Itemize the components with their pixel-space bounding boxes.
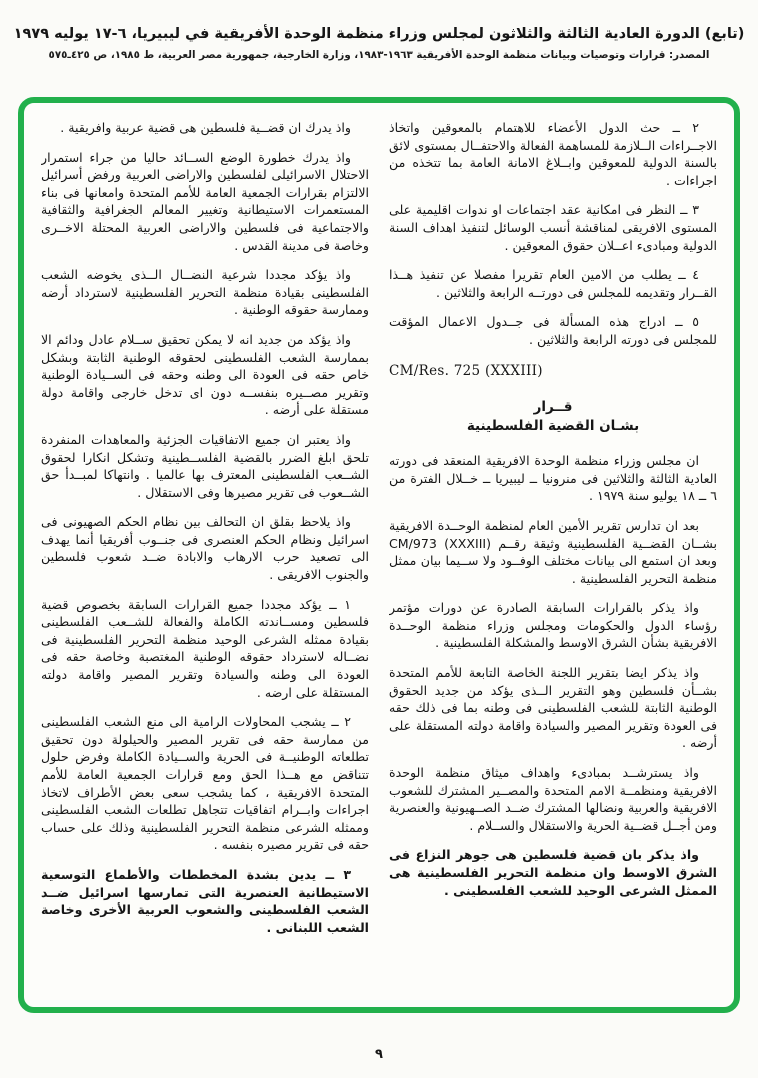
green-border-frame bbox=[18, 97, 740, 1013]
source-citation: المصدر: قرارات وتوصيات وبيانات منظمة الوحدة الأفريقية ١٩٦٣-١٩٨٣، وزارة الخارجية، جمهورية مصر العربية، ط ١٩٨٥، ص ٤٢٥ـ٥٧٥ bbox=[48, 49, 710, 61]
page-number: ٩ bbox=[375, 1047, 383, 1062]
paragraph: واذ يذكر ايضا بتقرير اللجنة الخاصة التابعة للأمم المتحدة بشــأن فلسطين وهو التقرير الــذى يؤكد من جديد الحقوق الوطنية الثابتة للشعب الفلسطينى فى وطنه بما فى ذلك حقه فى العودة وتقرير المصير والسيادة واقامة دولته المستقلة على أرضه . bbox=[389, 665, 717, 751]
left-text-column bbox=[41, 119, 369, 997]
resolution-title-word: قــرار bbox=[533, 399, 573, 416]
numbered-item: ٣ ــ يدين بشدة المخططات والأطماع التوسعية الاستيطانية العنصرية التى تمارسها اسرائيل ضــد الشعب الفلسطينى والشعوب العربية الأخرى وخاصة الشعب اللبنانى . bbox=[41, 866, 369, 935]
paragraph: واذ يدرك ان قضــية فلسطين هى قضية عربية وافريقية . bbox=[60, 120, 351, 135]
paragraph: واذ يسترشــد بمبادىء واهداف ميثاق منظمة الوحدة الافريقية ومنظمــة الامم المتحدة والمصــير المشترك للشعوب الافريقية والعربية ونضالها المشترك ضــد الصــهيونية والعنصرية ومن أجــل قضــية الحرية والاستقلال والســلام . bbox=[389, 765, 717, 833]
numbered-item: ٢ ــ يشجب المحاولات الرامية الى منع الشعب الفلسطينى من ممارسة حقه فى تقرير المصير والحيلولة دون تحقيق تطلعاته الوطنيــة فى الحرية والســيادة الكاملة وفرض حلول تتناقض مع هــذا الحق ومع قرارات الجمعية العامة للأمم المتحدة الافريقية ، كما يشجب سعى بعض الأطراف لاتخاذ اجراءات وابــرام اتفاقيات تتجاهل تطلعات الشعب الفلسطينى وممثله الشرعى منظمة التحرير الفلسطينية وذلك على حساب حقه فى تقرير مصيره بنفسه . bbox=[41, 714, 369, 853]
numbered-item: ٥ ــ ادراج هذه المسألة فى جــدول الاعمال المؤقت للمجلس فى دورته الرابعة والثلاثين . bbox=[389, 314, 717, 347]
paragraph: واذ يذكر بالقرارات السابقة الصادرة عن دورات مؤتمر رؤساء الدول والحكومات ومجلس وزراء منظمة الوحــدة الافريقية بشأن الشرق الاوسط والمشكلة الفلسطينية . bbox=[389, 600, 717, 651]
numbered-item: ٢ ــ حث الدول الأعضاء للاهتمام بالمعوقين واتخاذ الاجــراءات الــلازمة للمساهمة الفعالة والاحتفــال بمستوى لائق بالسنة الدولية للمعوقين وابــلاغ الامانة العامة بما تتخذه من اجراءات . bbox=[389, 120, 717, 188]
paragraph: واذ يذكر بان قضية فلسطين هى جوهر النزاع فى الشرق الاوسط وان منظمة التحرير الفلسطينية هى الممثل الشرعى الوحيد للشعب الفلسطينى . bbox=[389, 847, 717, 898]
paragraph: واذ يدرك خطورة الوضع الســائد حاليا من جراء استمرار الاحتلال الاسرائيلى لفلسطين والاراضى العربية ورفض أسرائيل الالتزام بقرارات الجمعية العامة للأمم المتحدة وامعانها فى بناء المستعمرات الاستيطانية وتغيير المعالم الجغرافية والثقافية والاجتماعية فى فلسطين والاراضى العربية المحتلة الاخــرى وخاصة فى مدينة القدس . bbox=[41, 149, 369, 253]
paragraph: ان مجلس وزراء منظمة الوحدة الافريقية المنعقد فى دورته العادية الثالثة والثلاثين فى منرونيا ــ ليبيريا ــ خــلال الفترة من ٦ ــ ١٨ يوليو سنة ١٩٧٩ . bbox=[389, 453, 717, 504]
paragraph: واذ يؤكد مجددا شرعية النضــال الــذى يخوضه الشعب الفلسطينى بقيادة منظمة التحرير الفلسطينية لاسترداد أرضه وممارسة حقوقه الوطنية . bbox=[41, 267, 369, 318]
resolution-reference: CM/Res. 725 (XXXIII) bbox=[389, 362, 543, 379]
right-text-column bbox=[389, 119, 717, 997]
paragraph: بعد ان تدارس تقرير الأمين العام لمنظمة الوحــدة الافريقية بشــان القضــية الفلسطينية وثيقة رقــم CM/973 (XXXIII) وبعد ان استمع الى بيانات مختلف الوفــود ولا ســيما بيان ممثل منظمة التحرير الفلسطينية . bbox=[389, 517, 717, 586]
two-column-text-block bbox=[41, 119, 717, 997]
page-header bbox=[10, 26, 748, 61]
resolution-title bbox=[389, 398, 717, 436]
paragraph: واذ يؤكد من جديد انه لا يمكن تحقيق ســلام عادل ودائم الا بممارسة الشعب الفلسطينى لحقوقه الوطنية الثابتة وبشكل خاص حقه فى العودة الى وطنه وحقه فى الســيادة الوطنية وتقرير مصــيره بنفســه دون اى تدخل خارجى واقامة دولة مستقلة على أرضه . bbox=[41, 331, 369, 418]
numbered-item: ٤ ــ يطلب من الامين العام تقريرا مفصلا عن تنفيذ هــذا القــرار وتقديمه للمجلس فى دورتــه الرابعة والثلاثين . bbox=[389, 267, 717, 300]
paragraph: واذ يعتبر ان جميع الاتفاقيات الجزئية والمعاهدات المنفردة تلحق ابلغ الضرر بالقضية الفلســطينية وتشكل انكارا لحقوق الشــعب الفلسطينى المعترف بها عالميا . وانتهاكا لمبــدأ حق الشــعوب فى تقرير مصيرها وفى الاستقلال . bbox=[41, 431, 369, 500]
paragraph: واذ يلاحظ بقلق ان التحالف بين نظام الحكم الصهيونى فى اسرائيل ونظام الحكم العنصرى فى جنــوب أفريقيا أنما يهدف الى تصعيد حرب الارهاب والابادة ضــد شعوب فلسطين والجنوب الافريقى . bbox=[41, 514, 369, 583]
resolution-title-subject: بشـان القضية الفلسطينية bbox=[466, 418, 640, 435]
numbered-item: ١ ــ يؤكد مجددا جميع القرارات السابقة بخصوص قضية فلسطين ومســاندته الكاملة والفعالة للشــعب الفلسطينى بقيادة ممثله الشرعى الوحيد منظمة التحرير الفلسطينية فى نضــاله لاسترداد حقوقه الوطنية المغتصبة وخاصة حقه فى العودة الى وطنه والسيادة وتقرير المصير واقامة دولته المستقلة على ارضه . bbox=[41, 596, 369, 700]
session-title: (تابع) الدورة العادية الثالثة والثلاثون لمجلس وزراء منظمة الوحدة الأفريقية في ليبيريا، ٦-١٧ يوليه ١٩٧٩ bbox=[13, 26, 745, 42]
numbered-item: ٣ ــ النظر فى امكانية عقد اجتماعات او ندوات اقليمية على المستوى الافريقى لمناقشة أنسب الوسائل لتنفيذ اهداف السنة الدولية ومبادىء اعــلان حقوق المعوقين . bbox=[389, 202, 717, 253]
